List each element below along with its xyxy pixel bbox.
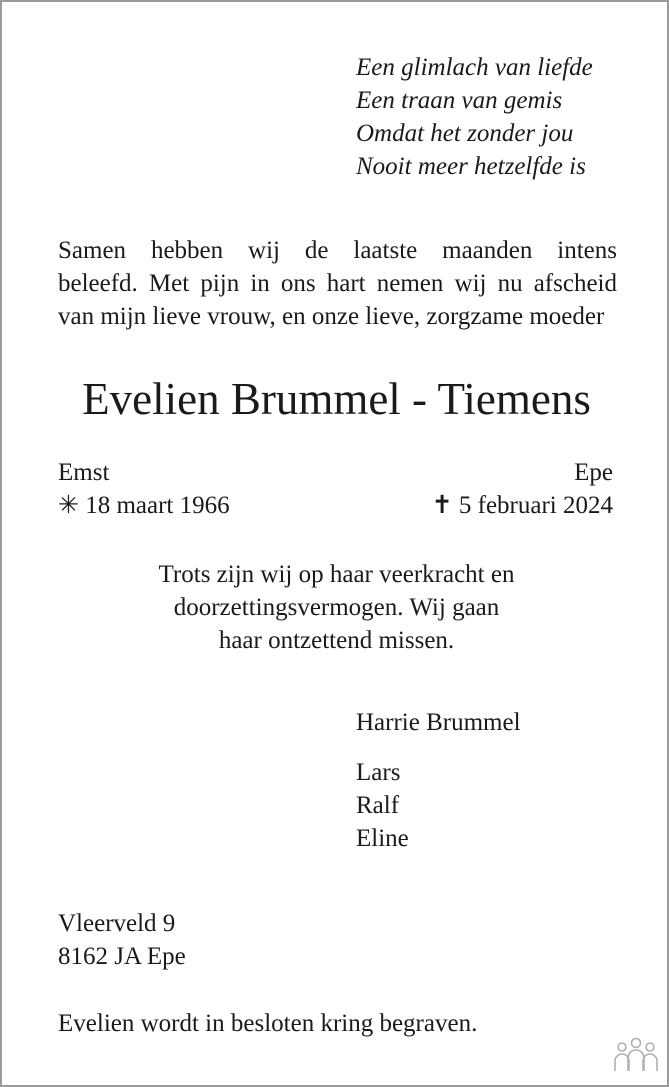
family-logo-icon bbox=[612, 1035, 660, 1075]
address bbox=[58, 907, 186, 973]
poem bbox=[356, 51, 593, 183]
address-postal: 8162 JA Epe bbox=[58, 943, 186, 970]
intro-line: beleefd. Met pijn in ons hart nemen wij nu afscheid bbox=[58, 270, 617, 297]
signatory-children bbox=[356, 756, 409, 855]
intro-line: van mijn lieve vrouw, en onze lieve, zorgzame moeder bbox=[58, 303, 605, 330]
signatory-spouse: Harrie Brummel bbox=[356, 709, 521, 736]
poem-line: Een glimlach van liefde bbox=[356, 54, 593, 81]
birth-place: Emst bbox=[58, 459, 110, 486]
poem-line: Nooit meer hetzelfde is bbox=[356, 153, 586, 180]
tribute-line: Trots zijn wij op haar veerkracht en bbox=[158, 561, 515, 588]
child-name: Eline bbox=[356, 825, 409, 852]
birth-star-icon: ✳ bbox=[58, 492, 79, 519]
child-name: Lars bbox=[356, 759, 401, 786]
poem-line: Omdat het zonder jou bbox=[356, 120, 574, 147]
address-street: Vleerveld 9 bbox=[58, 910, 176, 937]
death-date: 5 februari 2024 bbox=[458, 492, 613, 519]
deceased-name: Evelien Brummel - Tiemens bbox=[82, 374, 591, 424]
poem-line: Een traan van gemis bbox=[356, 87, 563, 114]
intro-line: Samen hebben wij de laatste maanden intens bbox=[58, 237, 617, 264]
child-name: Ralf bbox=[356, 792, 400, 819]
death-cross-icon: ✝ bbox=[431, 492, 453, 519]
birth-date: 18 maart 1966 bbox=[85, 492, 230, 519]
intro-text bbox=[58, 234, 617, 333]
tribute-text bbox=[2, 558, 669, 657]
tribute-line: doorzettingsvermogen. Wij gaan bbox=[173, 594, 500, 621]
death-date-line bbox=[432, 490, 613, 522]
funeral-note: Evelien wordt in besloten kring begraven. bbox=[58, 1010, 478, 1037]
tribute-line: haar ontzettend missen. bbox=[218, 627, 455, 654]
birth-date-line bbox=[58, 490, 230, 522]
death-place: Epe bbox=[574, 459, 613, 486]
